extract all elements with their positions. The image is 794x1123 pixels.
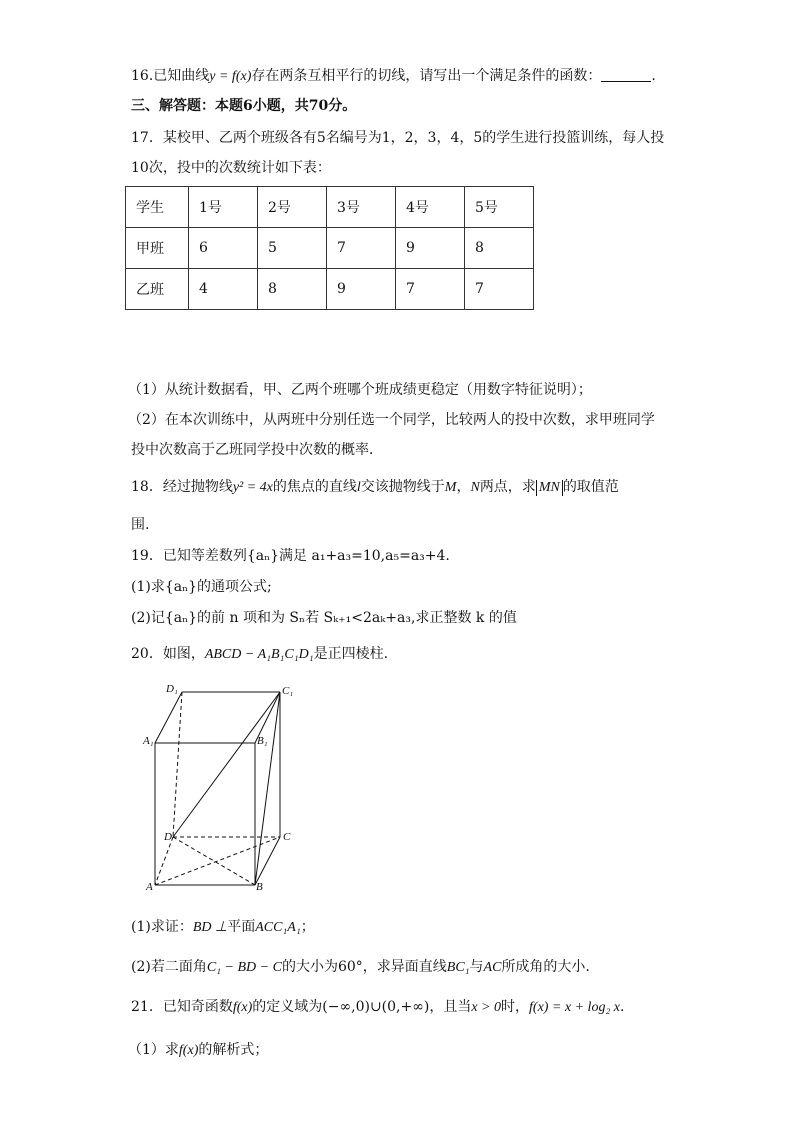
q18-text-4: 两点，求 — [479, 479, 536, 495]
table-cell: 9 — [327, 269, 396, 310]
label-b: B — [256, 881, 263, 893]
q19-part1: (1)求{aₙ}的通项公式; — [131, 579, 272, 595]
table-cell: 7 — [327, 228, 396, 269]
q21-part1-text-2: 的解析式； — [198, 1042, 269, 1058]
q18-text-2: 的焦点的直线 — [272, 479, 357, 495]
q21-text: 21．已知奇函数 — [131, 999, 233, 1015]
table-cell: 9 — [396, 228, 465, 269]
table-row — [126, 228, 534, 269]
table-cell: 6 — [189, 228, 258, 269]
q16-end: . — [651, 68, 656, 84]
q18-sep: ， — [456, 479, 471, 495]
q18-formula: y² = 4x — [232, 480, 273, 495]
q20-text: 20．如图， — [131, 646, 205, 662]
answer-blank — [601, 67, 651, 82]
q21-text-2: 的定义域为 — [252, 999, 323, 1015]
q21-cond: x > 0 — [471, 1000, 502, 1015]
table-row — [126, 269, 534, 310]
q18-abs-mn: MN — [536, 480, 563, 496]
q21-end: . — [620, 999, 625, 1015]
table-header-cell: 3号 — [327, 187, 396, 228]
table-cell: 甲班 — [126, 228, 189, 269]
q18-text-3: 交该抛物线于 — [360, 479, 445, 495]
section-heading: 三、解答题：本题6小题，共70分。 — [131, 98, 357, 114]
q20-text-2: 是正四棱柱. — [313, 646, 389, 662]
q17-part2-line2: 投中次数高于乙班同学投中次数的概率． — [131, 442, 383, 458]
prism-figure — [140, 680, 300, 895]
q20-part2-line-bc1: BC₁ — [446, 960, 470, 975]
q20-part2-value: 60° — [337, 959, 363, 975]
label-d1: D₁ — [166, 683, 178, 695]
table-cell: 4 — [189, 269, 258, 310]
q18-line1 — [131, 477, 619, 498]
q21-text-4: 时， — [501, 999, 530, 1015]
q20-part1 — [131, 917, 315, 938]
q16-line — [131, 66, 656, 87]
table-header-cell: 2号 — [258, 187, 327, 228]
q21-part1-text: （1）求 — [128, 1042, 179, 1058]
q20-part2-end: 所成角的大小. — [501, 959, 590, 975]
q21-part1 — [128, 1040, 268, 1061]
table-header-cell: 4号 — [396, 187, 465, 228]
q20-part1-end: ； — [300, 919, 315, 935]
table-header-cell: 学生 — [126, 187, 189, 228]
q20-part1-plane: ACC₁A₁ — [255, 920, 301, 935]
label-b1: B₁ — [257, 735, 268, 747]
q20-part2-text-3: ，求异面直线 — [362, 959, 447, 975]
table-header-row — [126, 187, 534, 228]
q20-part2-line-ac: AC — [483, 960, 502, 975]
q21-fx: f(x) — [232, 1000, 253, 1015]
q18-text: 18．经过抛物线 — [131, 479, 233, 495]
q21-domain: (−∞,0)∪(0,+∞) — [322, 999, 430, 1015]
label-d: D — [164, 831, 172, 843]
table-header-cell: 1号 — [189, 187, 258, 228]
q19-part2: (2)记{aₙ}的前 n 项和为 Sₙ若 Sₖ₊₁<2aₖ+a₃,求正整数 k 的值 — [131, 610, 517, 626]
q20-part1-text-2: 平面 — [227, 919, 256, 935]
q17-line2: 10次，投中的次数统计如下表： — [131, 160, 331, 176]
table-header-cell: 5号 — [465, 187, 534, 228]
q20-part2-text: (2)若二面角 — [131, 959, 207, 975]
q20-part1-formula: BD ⊥ — [192, 920, 228, 935]
q20-part2 — [131, 957, 590, 978]
q21-formula: f(x) = x + log₂ x — [529, 1000, 621, 1015]
q16-text: 16.已知曲线 — [131, 68, 210, 84]
q20-part1-text: (1)求证： — [131, 919, 193, 935]
q21-line1 — [131, 997, 624, 1018]
q18-line2: 围. — [131, 517, 150, 533]
q20-part2-text-4: 与 — [469, 959, 484, 975]
q20-formula: ABCD − A₁B₁C₁D₁ — [204, 647, 314, 662]
label-a1: A₁ — [143, 735, 154, 747]
table-cell: 8 — [465, 228, 534, 269]
table-cell: 7 — [465, 269, 534, 310]
q16-formula: y = f(x) — [209, 69, 252, 84]
table-cell: 乙班 — [126, 269, 189, 310]
score-table — [125, 186, 534, 310]
q18-text-5: 的取值范 — [562, 479, 619, 495]
table-cell: 7 — [396, 269, 465, 310]
q17-part1: （1）从统计数据看，甲、乙两个班哪个班成绩更稳定（用数字特征说明）； — [128, 382, 592, 398]
q21-part1-fx: f(x) — [178, 1043, 199, 1058]
q20-part2-text-2: 的大小为 — [281, 959, 338, 975]
q18-point-m: M — [444, 480, 457, 495]
q20-line1 — [131, 644, 388, 665]
table-cell: 8 — [258, 269, 327, 310]
q18-point-n: N — [470, 480, 480, 495]
table-cell: 5 — [258, 228, 327, 269]
label-c1: C₁ — [282, 685, 294, 697]
q16-text-2: 存在两条互相平行的切线，请写出一个满足条件的函数： — [251, 68, 602, 84]
q18-line-var: l — [356, 480, 361, 495]
q21-text-3: ，且当 — [429, 999, 472, 1015]
label-a: A — [146, 881, 153, 893]
q17-part2-line1: （2）在本次训练中，从两班中分别任选一个同学，比较两人的投中次数，求甲班同学 — [128, 412, 655, 428]
q19-line1: 19．已知等差数列{aₙ}满足 a₁+a₃=10,a₅=a₃+4. — [131, 548, 450, 564]
q17-line1: 17．某校甲、乙两个班级各有5名编号为1，2，3，4，5的学生进行投篮训练，每人投 — [131, 130, 665, 146]
q20-part2-angle: C₁ − BD − C — [206, 960, 282, 975]
label-c: C — [283, 831, 291, 843]
